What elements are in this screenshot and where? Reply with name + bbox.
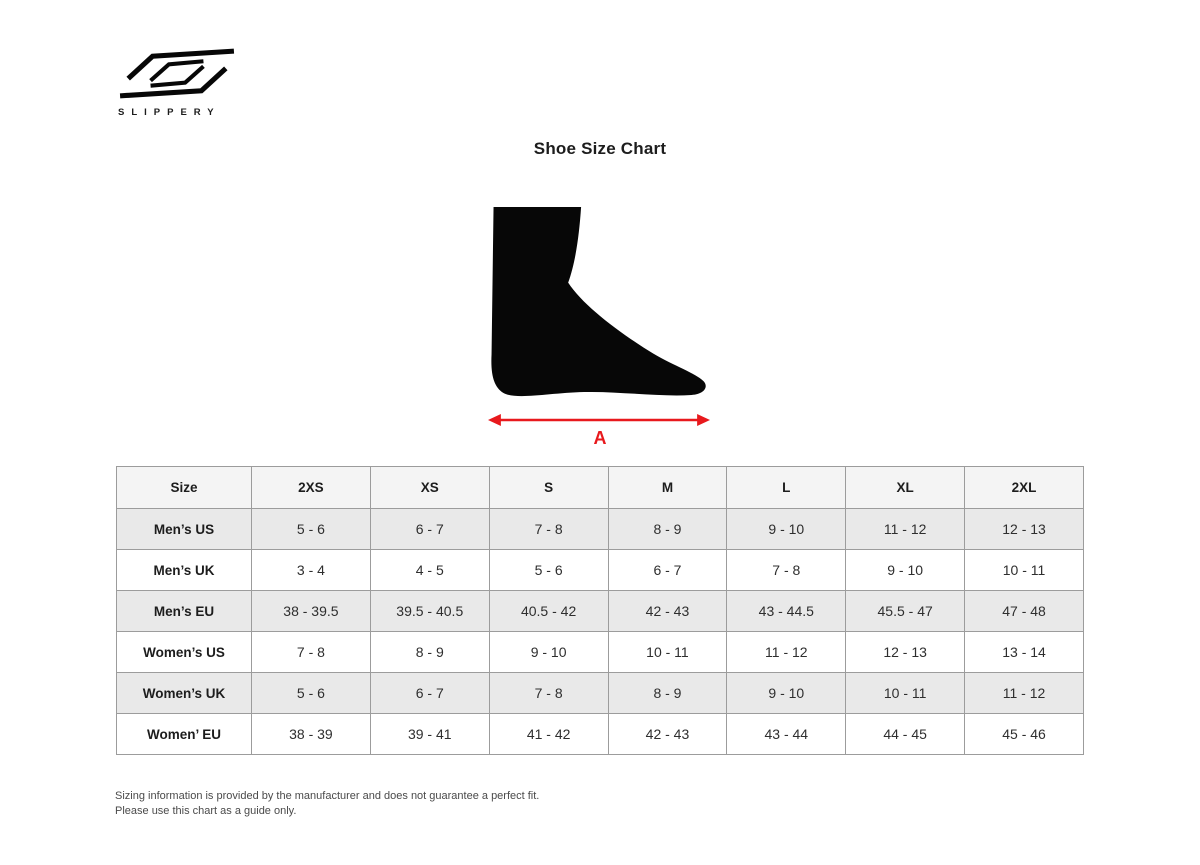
column-header: M <box>608 467 727 509</box>
size-cell: 45.5 - 47 <box>846 591 965 632</box>
size-cell: 8 - 9 <box>608 673 727 714</box>
table-row <box>117 591 1084 632</box>
column-header: S <box>489 467 608 509</box>
size-cell: 7 - 8 <box>489 509 608 550</box>
size-cell: 12 - 13 <box>846 632 965 673</box>
header-row <box>117 467 1084 509</box>
logo-wordmark: SLIPPERY <box>118 107 221 118</box>
table-row <box>117 714 1084 755</box>
size-cell: 38 - 39 <box>252 714 371 755</box>
page-title: Shoe Size Chart <box>533 139 667 158</box>
size-cell: 38 - 39.5 <box>252 591 371 632</box>
disclaimer <box>115 789 539 819</box>
slippery-s-icon <box>116 48 238 101</box>
sock-length-diagram <box>488 207 712 449</box>
size-cell: 9 - 10 <box>489 632 608 673</box>
size-cell: 44 - 45 <box>846 714 965 755</box>
row-label: Men’s UK <box>117 550 252 591</box>
row-label: Women’ EU <box>117 714 252 755</box>
size-cell: 8 - 9 <box>370 632 489 673</box>
size-cell: 10 - 11 <box>608 632 727 673</box>
size-cell: 39 - 41 <box>370 714 489 755</box>
size-cell: 47 - 48 <box>965 591 1084 632</box>
size-cell: 8 - 9 <box>608 509 727 550</box>
size-table <box>116 466 1084 755</box>
disclaimer-line-2: Please use this chart as a guide only. <box>115 805 297 817</box>
table-row <box>117 632 1084 673</box>
size-cell: 6 - 7 <box>370 509 489 550</box>
size-cell: 5 - 6 <box>489 550 608 591</box>
measure-arrow-icon <box>488 413 710 427</box>
size-cell: 7 - 8 <box>727 550 846 591</box>
row-label: Women’s UK <box>117 673 252 714</box>
size-cell: 9 - 10 <box>727 509 846 550</box>
size-cell: 7 - 8 <box>489 673 608 714</box>
row-label: Women’s US <box>117 632 252 673</box>
size-cell: 9 - 10 <box>846 550 965 591</box>
size-cell: 7 - 8 <box>252 632 371 673</box>
size-table-body <box>117 509 1084 755</box>
size-cell: 39.5 - 40.5 <box>370 591 489 632</box>
column-header: 2XL <box>965 467 1084 509</box>
size-cell: 5 - 6 <box>252 509 371 550</box>
table-row <box>117 550 1084 591</box>
size-cell: 41 - 42 <box>489 714 608 755</box>
row-label: Men’s US <box>117 509 252 550</box>
size-cell: 11 - 12 <box>727 632 846 673</box>
size-cell: 5 - 6 <box>252 673 371 714</box>
size-cell: 40.5 - 42 <box>489 591 608 632</box>
column-header: XL <box>846 467 965 509</box>
size-cell: 6 - 7 <box>608 550 727 591</box>
size-cell: 11 - 12 <box>965 673 1084 714</box>
size-cell: 3 - 4 <box>252 550 371 591</box>
disclaimer-line-1: Sizing information is provided by the manufacturer and does not guarantee a perfect fit. <box>115 790 540 802</box>
measure-label-a: A <box>593 428 607 448</box>
column-header: 2XS <box>252 467 371 509</box>
slippery-logo <box>116 48 240 118</box>
size-cell: 43 - 44 <box>727 714 846 755</box>
size-cell: 12 - 13 <box>965 509 1084 550</box>
sock-silhouette-icon <box>489 207 711 403</box>
table-row <box>117 673 1084 714</box>
size-cell: 6 - 7 <box>370 673 489 714</box>
table-row <box>117 509 1084 550</box>
column-header: XS <box>370 467 489 509</box>
size-cell: 13 - 14 <box>965 632 1084 673</box>
size-cell: 10 - 11 <box>965 550 1084 591</box>
size-cell: 45 - 46 <box>965 714 1084 755</box>
size-cell: 42 - 43 <box>608 714 727 755</box>
size-cell: 10 - 11 <box>846 673 965 714</box>
size-cell: 9 - 10 <box>727 673 846 714</box>
row-label: Men’s EU <box>117 591 252 632</box>
column-header: Size <box>117 467 252 509</box>
size-cell: 42 - 43 <box>608 591 727 632</box>
size-cell: 11 - 12 <box>846 509 965 550</box>
size-cell: 4 - 5 <box>370 550 489 591</box>
column-header: L <box>727 467 846 509</box>
size-table-head <box>117 467 1084 509</box>
size-cell: 43 - 44.5 <box>727 591 846 632</box>
